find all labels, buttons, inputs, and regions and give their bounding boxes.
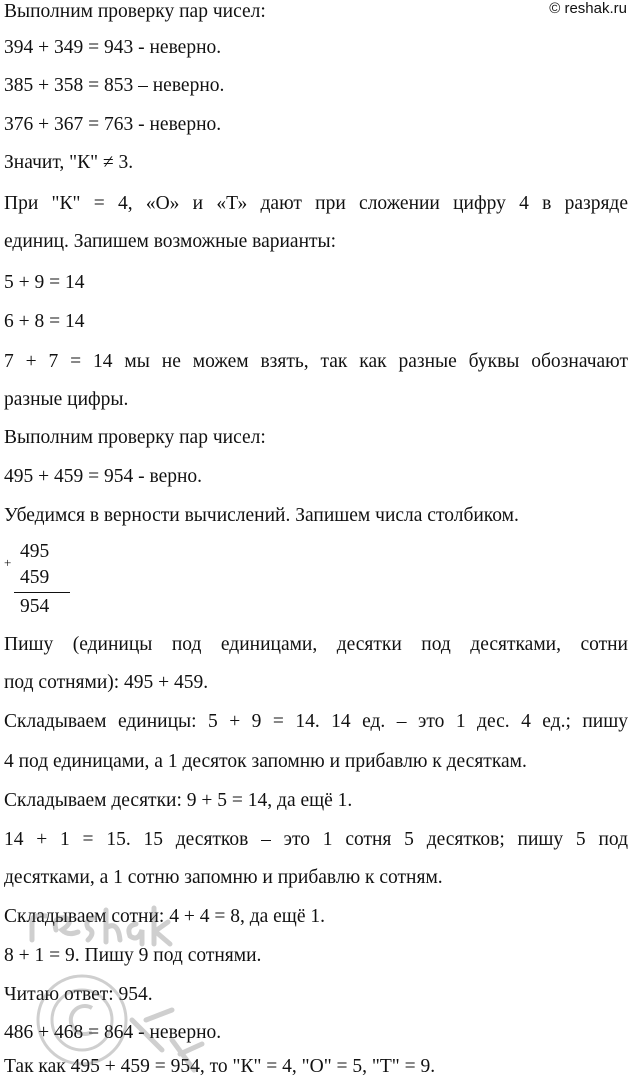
text-line: 394 + 349 = 943 - неверно. <box>4 37 222 58</box>
text-line: Значит, "К" ≠ 3. <box>4 152 134 173</box>
text-line: единиц. Запишем возможные варианты: <box>4 231 337 252</box>
sum-divider-line <box>14 592 70 593</box>
plus-sign: + <box>4 555 12 570</box>
text-line: 495 + 459 = 954 - верно. <box>4 466 203 487</box>
text-line: 486 + 468 = 864 - неверно. <box>4 1022 222 1043</box>
text-line: Читаю ответ: 954. <box>4 984 153 1005</box>
text-line: 14 + 1 = 15. 15 десятков – это 1 сотня 5 десятков; пишу 5 под <box>4 829 628 850</box>
text-line: При "К" = 4, «О» и «Т» дают при сложении цифру 4 в разряде <box>4 193 628 214</box>
text-line: Складываем сотни: 4 + 4 = 8, да ещё 1. <box>4 906 325 927</box>
text-line: Выполним проверку пар чисел: <box>4 427 266 448</box>
text-line: 6 + 8 = 14 <box>4 311 85 332</box>
second-addend: 459 <box>20 567 50 588</box>
text-line: Складываем десятки: 9 + 5 = 14, да ещё 1. <box>4 790 353 811</box>
text-line: 385 + 358 = 853 – неверно. <box>4 75 225 96</box>
text-line: десятками, а 1 сотню запомню и прибавлю к сотням. <box>4 867 443 888</box>
text-line: 376 + 367 = 763 - неверно. <box>4 114 222 135</box>
text-line: 7 + 7 = 14 мы не можем взять, так как разные буквы обозначают <box>4 351 628 372</box>
text-line: 5 + 9 = 14 <box>4 272 85 293</box>
text-line: Так как 495 + 459 = 954, то "К" = 4, "О" = 5, "Т" = 9. <box>4 1056 436 1077</box>
text-line: разные цифры. <box>4 389 129 410</box>
text-line: под сотнями): 495 + 459. <box>4 672 209 693</box>
column-sum: 954 <box>20 596 50 617</box>
text-line: Убедимся в верности вычислений. Запишем числа столбиком. <box>4 505 519 526</box>
column-addition <box>0 540 120 620</box>
text-line: Складываем единицы: 5 + 9 = 14. 14 ед. – это 1 дес. 4 ед.; пишу <box>4 711 628 732</box>
text-line: Выполним проверку пар чисел: <box>4 1 266 22</box>
text-line: 8 + 1 = 9. Пишу 9 под сотнями. <box>4 945 262 966</box>
first-addend: 495 <box>20 541 50 562</box>
text-line: 4 под единицами, а 1 десяток запомню и прибавлю к десяткам. <box>4 751 527 772</box>
site-watermark: © reshak.ru <box>549 0 627 17</box>
text-line: Пишу (единицы под единицами, десятки под десятками, сотни <box>4 634 628 655</box>
